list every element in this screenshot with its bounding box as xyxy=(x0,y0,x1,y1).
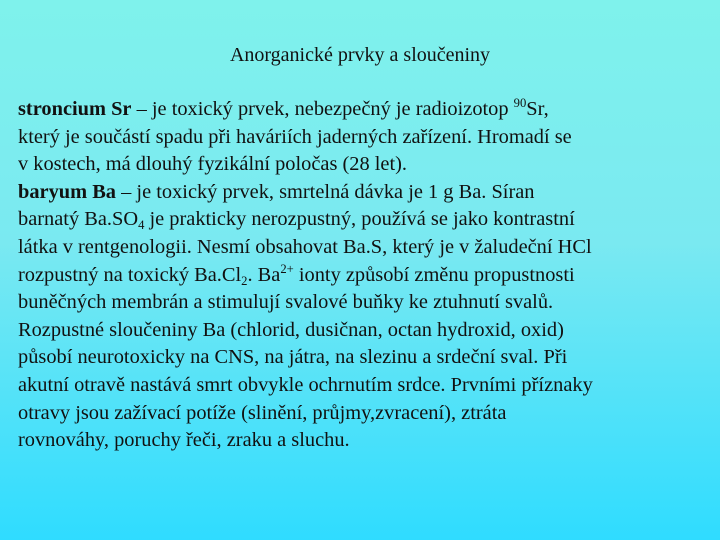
barium-line-1 xyxy=(18,179,708,207)
barium-chloride-text: rozpustný na toxický Ba.Cl xyxy=(18,263,242,286)
barium-line-2 xyxy=(18,206,708,234)
strontium-text: – je toxický prvek, nebezpečný je radioizotop xyxy=(131,98,514,120)
strontium-term: stroncium Sr xyxy=(18,98,132,120)
chloride-subscript: 2 xyxy=(241,273,248,288)
barium-line-6: Rozpustné sloučeniny Ba (chlorid, dusičnan, octan hydroxid, oxid) xyxy=(18,318,564,341)
barium-sulfate-rest: je prakticky nerozpustný, používá se jako kontrastní xyxy=(144,208,575,231)
sulfate-subscript: 4 xyxy=(138,218,145,233)
strontium-line-2: který je součástí spadu při haváriích jaderných zařízení. Hromadí se xyxy=(18,125,572,148)
barium-line-10: rovnováhy, poruchy řeči, zraku a sluchu. xyxy=(18,429,350,452)
barium-text: – je toxický prvek, smrtelná dávka je 1 g Ba. Síran xyxy=(116,180,535,203)
strontium-line-1 xyxy=(18,96,708,124)
barium-ion-text: . Ba xyxy=(247,263,281,286)
strontium-line-3: v kostech, má dlouhý fyzikální poločas (28 let). xyxy=(18,153,408,176)
isotope-mass-number: 90 xyxy=(513,96,527,111)
barium-line-4 xyxy=(18,262,708,290)
barium-line-3: látka v rentgenologii. Nesmí obsahovat Ba.S, který je v žaludeční HCl xyxy=(18,235,592,258)
barium-line-7: působí neurotoxicky na CNS, na játra, na slezinu a srdeční sval. Při xyxy=(18,346,568,369)
barium-term: baryum Ba xyxy=(18,180,117,203)
barium-ion-rest: ionty způsobí změnu propustnosti xyxy=(293,263,575,286)
barium-sulfate-text: barnatý Ba.SO xyxy=(18,208,139,231)
slide-title: Anorganické prvky a sloučeniny xyxy=(229,44,491,66)
ion-charge-superscript: 2+ xyxy=(280,261,294,276)
barium-line-9: otravy jsou zažívací potíže (slinění, průjmy,zvracení), ztráta xyxy=(18,401,507,424)
slide-body xyxy=(18,96,708,455)
isotope-symbol: Sr, xyxy=(526,98,549,120)
barium-line-5: buněčných membrán a stimulují svalové buňky ke ztuhnutí svalů. xyxy=(18,291,554,314)
barium-line-8: akutní otravě nastává smrt obvykle ochrnutím srdce. Prvními příznaky xyxy=(18,373,593,396)
